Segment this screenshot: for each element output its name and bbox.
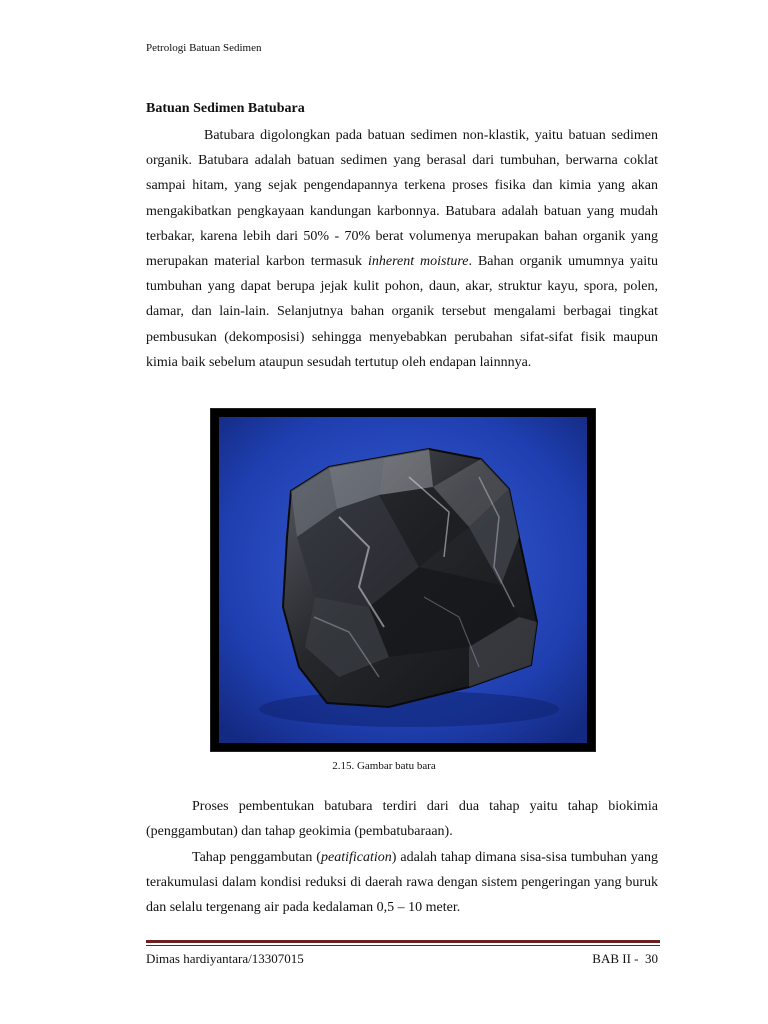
coal-photo: [210, 408, 596, 752]
paragraph-intro: [146, 123, 658, 375]
footer-rule-thick: [146, 940, 660, 943]
paragraph-peat-text-a: Tahap penggambutan (: [192, 850, 321, 865]
footer-author: Dimas hardiyantara/13307015: [146, 951, 304, 966]
footer-page-number: BAB II - 30: [592, 951, 658, 966]
figure-caption: 2.15. Gambar batu bara: [332, 760, 436, 772]
paragraph-peat-text-b: ) adalah tahap dimana sisa-sisa tumbuhan yang terakumulasi dalam kondisi reduksi di daerah rawa dengan sistem pengeringan yang buruk dan selalu tergenang air pada kedalaman 0,5 – 10 meter.: [146, 850, 658, 916]
paragraph-intro-text-a: Batubara digolongkan pada batuan sedimen non-klastik, yaitu batuan sedimen organik. Batubara adalah batuan sedimen yang berasal dari tumbuhan, berwarna coklat sampai hitam, yang sejak pengendapannya terkena proses fisika dan kimia yang akan mengakibatkan pengkayaan kandungan karbonnya. Batubara adalah batuan yang mudah terbakar, karena lebih dari 50% - 70% berat volumenya merupakan bahan organik yang merupakan material karbon termasuk: [146, 128, 658, 270]
coal-image: [219, 417, 587, 743]
paragraph-peatification: [146, 845, 658, 921]
paragraph-intro-text-b: . Bahan organik umumnya yaitu tumbuhan yang dapat berupa jejak kulit pohon, daun, akar, struktur kayu, spora, polen, damar, dan lain-lain. Selanjutnya bahan organik tersebut mengalami berbagai tingkat pembusukan (dekomposisi) sehingga menyebabkan perubahan sifat-sifat fisik maupun kimia baik sebelum ataupun sesudah tertutup oleh endapan lainnnya.: [146, 254, 658, 370]
paragraph-peat-italic: peatification: [320, 850, 392, 865]
running-header: Petrologi Batuan Sedimen: [146, 42, 262, 54]
paragraph-intro-italic: inherent moisture: [367, 254, 469, 270]
paragraph-process: Proses pembentukan batubara terdiri dari dua tahap yaitu tahap biokimia (penggambutan) dan tahap geokimia (pembatubaraan).: [146, 799, 658, 840]
section-heading: Batuan Sedimen Batubara: [146, 101, 305, 116]
footer-rule-thin: [146, 945, 660, 946]
